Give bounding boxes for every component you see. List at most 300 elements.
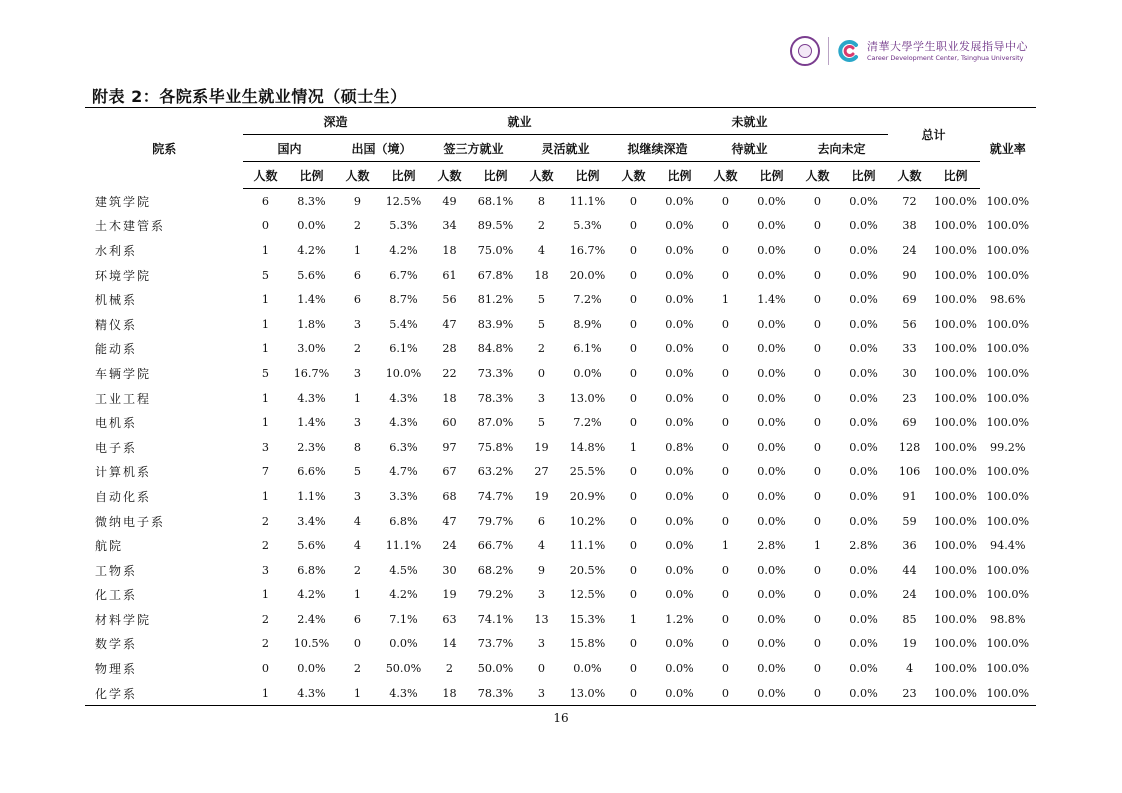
value-cell: 0: [721, 637, 730, 651]
value-cell: 0.0%: [655, 681, 703, 706]
value-cell: 6: [353, 268, 362, 282]
value-cell: 6.3%: [389, 440, 418, 454]
value-cell: 0: [721, 219, 730, 233]
value-cell: 13: [534, 612, 549, 626]
dept-cell: 建筑学院: [95, 194, 152, 209]
table-row: [85, 656, 1036, 681]
value-cell: 0.0%: [665, 489, 694, 503]
value-cell: 0: [721, 662, 730, 676]
value-cell: 0.0%: [297, 662, 326, 676]
value-cell: 100.0%: [934, 440, 977, 454]
value-cell: 100.0%: [934, 243, 977, 257]
value-cell: 6.1%: [573, 342, 602, 356]
value-cell: 13.0%: [563, 681, 611, 706]
value-cell: 4: [537, 243, 546, 257]
value-cell: 12.5%: [385, 194, 422, 208]
value-cell: 23: [888, 681, 932, 706]
value-cell: 67: [442, 465, 457, 479]
dept-cell: 微纳电子系: [95, 514, 166, 529]
value-cell: 6.7%: [389, 268, 418, 282]
value-cell: 0.0%: [389, 637, 418, 651]
value-cell: 100.0%: [934, 563, 977, 577]
value-cell: 6.8%: [389, 514, 418, 528]
value-cell: 0.0%: [665, 416, 694, 430]
value-cell: 0.0%: [849, 662, 878, 676]
subheader-count: 人数: [520, 162, 564, 189]
value-cell: 0: [721, 612, 730, 626]
value-cell: 0.0%: [849, 563, 878, 577]
subheader-ratio: 比例: [471, 162, 519, 189]
value-cell: 100.0%: [934, 219, 977, 233]
value-cell: 0: [629, 489, 638, 503]
value-cell: 13.0%: [569, 391, 606, 405]
value-cell: 100.0%: [986, 194, 1030, 208]
subheader-count: 人数: [796, 162, 840, 189]
value-cell: 8: [537, 194, 546, 208]
value-cell: 100.0%: [934, 514, 977, 528]
value-cell: 2: [261, 539, 270, 553]
value-cell: 56: [442, 293, 457, 307]
value-cell: 2: [353, 563, 362, 577]
value-cell: 0: [629, 366, 638, 380]
dept-cell: 自动化系: [95, 489, 152, 504]
value-cell: 2: [261, 637, 270, 651]
value-cell: 68.1%: [477, 194, 514, 208]
value-cell: 1: [353, 391, 362, 405]
value-cell: 72: [902, 194, 917, 208]
value-cell: 0: [813, 514, 822, 528]
value-cell: 0: [813, 612, 822, 626]
value-cell: 1: [261, 416, 270, 430]
value-cell: 3: [520, 681, 564, 706]
table-row: [85, 460, 1036, 485]
header-undecided: 去向未定: [796, 135, 888, 162]
value-cell: 0: [721, 440, 730, 454]
table-row: [85, 189, 1036, 214]
value-cell: 68.2%: [477, 563, 514, 577]
value-cell: 20.5%: [569, 563, 606, 577]
value-cell: 100.0%: [986, 219, 1030, 233]
value-cell: 100.0%: [934, 194, 977, 208]
header-total: 总计: [888, 108, 980, 162]
value-cell: 22: [442, 366, 457, 380]
value-cell: 0.0%: [665, 194, 694, 208]
value-cell: 2.3%: [297, 440, 326, 454]
logo-cn: 清華大學学生职业发展指导中心: [867, 39, 1028, 53]
value-cell: 0.0%: [757, 489, 786, 503]
value-cell: 100.0%: [986, 391, 1030, 405]
value-cell: 0: [813, 219, 822, 233]
value-cell: 0.0%: [757, 662, 786, 676]
value-cell: 3: [537, 588, 546, 602]
value-cell: 2.8%: [757, 539, 786, 553]
value-cell: 0: [629, 194, 638, 208]
table-row: [85, 509, 1036, 534]
header-dept: 院系: [85, 108, 243, 189]
value-cell: 1: [261, 342, 270, 356]
value-cell: 0: [813, 563, 822, 577]
dept-cell: 精仪系: [95, 317, 138, 332]
value-cell: 2.8%: [849, 539, 878, 553]
value-cell: 100.0%: [986, 366, 1030, 380]
value-cell: 0: [813, 416, 822, 430]
value-cell: 5: [537, 416, 546, 430]
value-cell: 100.0%: [986, 637, 1030, 651]
value-cell: 11.1%: [569, 194, 606, 208]
value-cell: 0: [813, 440, 822, 454]
value-cell: 0: [721, 563, 730, 577]
value-cell: 2: [445, 662, 454, 676]
value-cell: 49: [442, 194, 457, 208]
value-cell: 0.0%: [757, 612, 786, 626]
subheader-ratio: 比例: [839, 162, 887, 189]
value-cell: 1: [261, 243, 270, 257]
value-cell: 4.3%: [379, 681, 427, 706]
subheader-ratio: 比例: [379, 162, 427, 189]
value-cell: 3: [537, 637, 546, 651]
value-cell: 85: [902, 612, 917, 626]
value-cell: 0.0%: [849, 637, 878, 651]
value-cell: 100.0%: [934, 293, 977, 307]
value-cell: 1: [813, 539, 822, 553]
value-cell: 0: [813, 268, 822, 282]
value-cell: 67.8%: [477, 268, 514, 282]
value-cell: 0.0%: [849, 588, 878, 602]
value-cell: 0: [721, 416, 730, 430]
value-cell: 6.8%: [297, 563, 326, 577]
value-cell: 0.0%: [849, 243, 878, 257]
value-cell: 2: [353, 662, 362, 676]
value-cell: 2: [537, 219, 546, 233]
value-cell: 0: [721, 243, 730, 257]
value-cell: 100.0%: [934, 366, 977, 380]
header-flexible: 灵活就业: [520, 135, 612, 162]
value-cell: 18: [442, 243, 457, 257]
value-cell: 0: [629, 243, 638, 257]
career-center-logo-icon: [837, 39, 861, 63]
value-cell: 0.0%: [757, 514, 786, 528]
value-cell: 11.1%: [385, 539, 422, 553]
value-cell: 0: [612, 681, 656, 706]
value-cell: 11.1%: [569, 539, 606, 553]
value-cell: 98.8%: [990, 612, 1026, 626]
value-cell: 1: [721, 539, 730, 553]
value-cell: 28: [442, 342, 457, 356]
value-cell: 100.0%: [986, 514, 1030, 528]
header-planned-further: 拟继续深造: [612, 135, 704, 162]
value-cell: 59: [902, 514, 917, 528]
value-cell: 38: [902, 219, 917, 233]
value-cell: 0: [629, 219, 638, 233]
value-cell: 63.2%: [477, 465, 514, 479]
employment-table: [85, 107, 1036, 706]
value-cell: 0: [721, 588, 730, 602]
value-cell: 1.2%: [665, 612, 694, 626]
value-cell: 75.8%: [477, 440, 514, 454]
value-cell: 0.0%: [849, 317, 878, 331]
table-body: [85, 189, 1036, 706]
logo-divider: [828, 37, 829, 65]
value-cell: 66.7%: [477, 539, 514, 553]
value-cell: 1: [353, 243, 362, 257]
value-cell: 16.7%: [569, 243, 606, 257]
value-cell: 19: [902, 637, 917, 651]
header-domestic: 国内: [243, 135, 335, 162]
value-cell: 18: [428, 681, 472, 706]
subheader-count: 人数: [243, 162, 287, 189]
value-cell: 0: [629, 293, 638, 307]
subheader-ratio: 比例: [655, 162, 703, 189]
value-cell: 0: [629, 391, 638, 405]
value-cell: 128: [898, 440, 921, 454]
dept-cell: 计算机系: [95, 465, 152, 480]
value-cell: 69: [902, 293, 917, 307]
value-cell: 27: [534, 465, 549, 479]
value-cell: 94.4%: [990, 539, 1026, 553]
value-cell: 1.4%: [297, 293, 326, 307]
value-cell: 6: [537, 514, 546, 528]
value-cell: 100.0%: [934, 317, 977, 331]
value-cell: 0.0%: [665, 588, 694, 602]
value-cell: 0.0%: [747, 681, 795, 706]
value-cell: 100.0%: [986, 268, 1030, 282]
value-cell: 73.3%: [477, 366, 514, 380]
value-cell: 0.0%: [849, 514, 878, 528]
value-cell: 47: [442, 514, 457, 528]
value-cell: 0: [629, 637, 638, 651]
value-cell: 10.0%: [385, 366, 422, 380]
value-cell: 0: [353, 637, 362, 651]
value-cell: 5.6%: [297, 539, 326, 553]
value-cell: 0.0%: [665, 539, 694, 553]
value-cell: 1: [261, 489, 270, 503]
value-cell: 81.2%: [477, 293, 514, 307]
value-cell: 0.0%: [849, 219, 878, 233]
value-cell: 0.0%: [849, 342, 878, 356]
value-cell: 0.0%: [757, 219, 786, 233]
header-waiting: 待就业: [704, 135, 796, 162]
value-cell: 19: [534, 489, 549, 503]
value-cell: 2: [537, 342, 546, 356]
subheader-count: 人数: [888, 162, 932, 189]
dept-cell: 电机系: [95, 416, 138, 431]
value-cell: 100.0%: [986, 243, 1030, 257]
header-further: 深造: [243, 108, 427, 135]
value-cell: 0: [813, 243, 822, 257]
value-cell: 0.0%: [665, 366, 694, 380]
value-cell: 4: [537, 539, 546, 553]
dept-cell: 工业工程: [95, 391, 152, 406]
value-cell: 19: [534, 440, 549, 454]
value-cell: 25.5%: [569, 465, 606, 479]
value-cell: 100.0%: [934, 391, 977, 405]
value-cell: 2: [261, 612, 270, 626]
dept-cell: 机械系: [95, 293, 138, 308]
value-cell: 0.0%: [573, 366, 602, 380]
value-cell: 3.4%: [297, 514, 326, 528]
value-cell: 5: [261, 268, 270, 282]
value-cell: 6: [353, 293, 362, 307]
value-cell: 3: [353, 489, 362, 503]
value-cell: 15.8%: [569, 637, 606, 651]
value-cell: 100.0%: [980, 681, 1036, 706]
value-cell: 30: [442, 563, 457, 577]
table-row: [85, 435, 1036, 460]
value-cell: 1: [261, 293, 270, 307]
value-cell: 0: [721, 465, 730, 479]
value-cell: 4.2%: [297, 243, 326, 257]
value-cell: 23: [902, 391, 917, 405]
value-cell: 100.0%: [934, 489, 977, 503]
dept-cell: 物理系: [95, 662, 138, 677]
value-cell: 89.5%: [477, 219, 514, 233]
value-cell: 0: [537, 366, 546, 380]
value-cell: 16.7%: [293, 366, 330, 380]
value-cell: 1: [629, 440, 638, 454]
value-cell: 7.1%: [389, 612, 418, 626]
value-cell: 6: [261, 194, 270, 208]
value-cell: 63: [442, 612, 457, 626]
value-cell: 4.2%: [297, 588, 326, 602]
value-cell: 7: [261, 465, 270, 479]
value-cell: 73.7%: [477, 637, 514, 651]
value-cell: 4.7%: [389, 465, 418, 479]
value-cell: 0.0%: [757, 440, 786, 454]
dept-cell: 车辆学院: [95, 366, 152, 381]
value-cell: 7.2%: [573, 293, 602, 307]
table-row: [85, 484, 1036, 509]
value-cell: 0: [629, 342, 638, 356]
table-row: [85, 681, 1036, 706]
value-cell: 5: [353, 465, 362, 479]
value-cell: 0: [721, 514, 730, 528]
value-cell: 30: [902, 366, 917, 380]
value-cell: 100.0%: [931, 681, 979, 706]
value-cell: 100.0%: [934, 416, 977, 430]
value-cell: 14: [442, 637, 457, 651]
subheader-ratio: 比例: [563, 162, 611, 189]
value-cell: 0: [261, 662, 270, 676]
value-cell: 4.5%: [389, 563, 418, 577]
value-cell: 0: [721, 342, 730, 356]
value-cell: 79.7%: [477, 514, 514, 528]
value-cell: 2.4%: [297, 612, 326, 626]
value-cell: 106: [898, 465, 921, 479]
value-cell: 4.3%: [297, 391, 326, 405]
value-cell: 0.8%: [665, 440, 694, 454]
value-cell: 68: [442, 489, 457, 503]
value-cell: 36: [902, 539, 917, 553]
header-employed: 就业: [428, 108, 612, 135]
value-cell: 0: [629, 465, 638, 479]
value-cell: 0.0%: [849, 489, 878, 503]
value-cell: 0.0%: [665, 465, 694, 479]
value-cell: 0: [721, 317, 730, 331]
value-cell: 100.0%: [986, 588, 1030, 602]
value-cell: 0: [813, 391, 822, 405]
value-cell: 0: [813, 662, 822, 676]
value-cell: 0: [721, 489, 730, 503]
value-cell: 100.0%: [986, 416, 1030, 430]
value-cell: 100.0%: [934, 612, 977, 626]
value-cell: 4: [353, 514, 362, 528]
value-cell: 0.0%: [757, 563, 786, 577]
value-cell: 0.0%: [849, 440, 878, 454]
subheader-count: 人数: [612, 162, 656, 189]
value-cell: 69: [902, 416, 917, 430]
value-cell: 0: [629, 539, 638, 553]
value-cell: 20.0%: [569, 268, 606, 282]
value-cell: 0.0%: [665, 391, 694, 405]
value-cell: 7.2%: [573, 416, 602, 430]
table-row: [85, 533, 1036, 558]
subheader-count: 人数: [428, 162, 472, 189]
value-cell: 20.9%: [569, 489, 606, 503]
value-cell: 0.0%: [297, 219, 326, 233]
value-cell: 1.4%: [757, 293, 786, 307]
value-cell: 100.0%: [934, 539, 977, 553]
value-cell: 0: [813, 342, 822, 356]
value-cell: 75.0%: [477, 243, 514, 257]
value-cell: 3: [353, 366, 362, 380]
header-rate: 就业率: [980, 108, 1036, 189]
value-cell: 1.8%: [297, 317, 326, 331]
value-cell: 5.3%: [573, 219, 602, 233]
value-cell: 100.0%: [934, 342, 977, 356]
value-cell: 61: [442, 268, 457, 282]
value-cell: 100.0%: [934, 268, 977, 282]
value-cell: 0: [629, 588, 638, 602]
header-unemployed: 未就业: [612, 108, 888, 135]
value-cell: 10.5%: [293, 637, 330, 651]
value-cell: 100.0%: [934, 588, 977, 602]
dept-cell: 土木建管系: [95, 219, 166, 234]
value-cell: 14.8%: [569, 440, 606, 454]
value-cell: 0: [813, 588, 822, 602]
dept-cell: 数学系: [95, 637, 138, 652]
value-cell: 5: [537, 293, 546, 307]
value-cell: 0.0%: [665, 662, 694, 676]
value-cell: 0: [813, 293, 822, 307]
value-cell: 24: [442, 539, 457, 553]
value-cell: 2: [353, 342, 362, 356]
value-cell: 1: [629, 612, 638, 626]
value-cell: 1: [261, 317, 270, 331]
value-cell: 1: [243, 681, 287, 706]
value-cell: 1: [335, 681, 379, 706]
logo-en: Career Development Center, Tsinghua University: [867, 53, 1024, 62]
value-cell: 0.0%: [665, 219, 694, 233]
value-cell: 4.3%: [287, 681, 335, 706]
value-cell: 60: [442, 416, 457, 430]
table-row: [85, 263, 1036, 288]
value-cell: 0.0%: [849, 391, 878, 405]
table-row: [85, 632, 1036, 657]
value-cell: 6: [353, 612, 362, 626]
subheader-ratio: 比例: [287, 162, 335, 189]
value-cell: 0.0%: [757, 416, 786, 430]
header-signed: 签三方就业: [428, 135, 520, 162]
value-cell: 74.1%: [477, 612, 514, 626]
value-cell: 0.0%: [573, 662, 602, 676]
dept-cell: 能动系: [95, 342, 138, 357]
value-cell: 0: [813, 637, 822, 651]
value-cell: 0.0%: [849, 366, 878, 380]
value-cell: 8.9%: [573, 317, 602, 331]
value-cell: 0: [629, 317, 638, 331]
value-cell: 0: [721, 268, 730, 282]
value-cell: 5.4%: [389, 317, 418, 331]
